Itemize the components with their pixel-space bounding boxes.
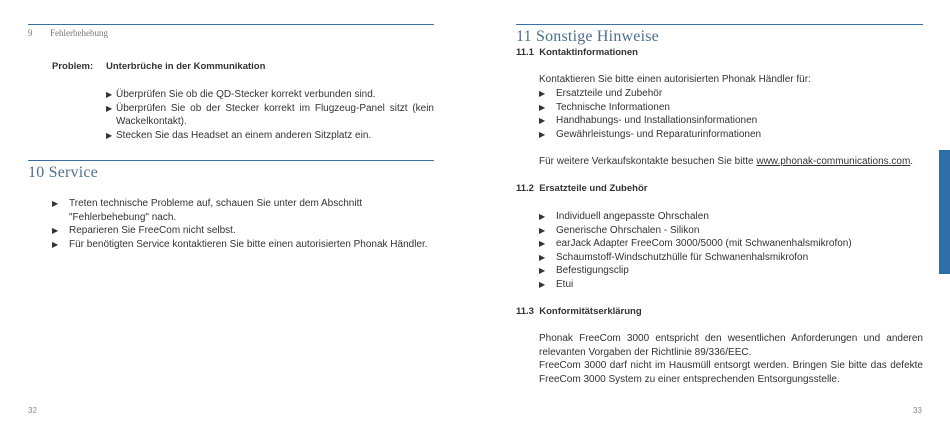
list-item: ▶ Treten technische Probleme auf, schauen Sie unter dem Abschnitt "Fehlerbehebung" nach. xyxy=(52,198,363,223)
list-item: ▶ Reparieren Sie FreeCom nicht selbst. xyxy=(52,225,236,237)
triangle-right-icon: ▶ xyxy=(106,103,113,113)
problem-list xyxy=(106,88,434,142)
top-rule-right xyxy=(516,24,923,25)
kontakt-note: Für weitere Verkaufskontakte besuchen Sie bitte www.phonak-communications.com. xyxy=(539,156,914,167)
section-heading-service: 10 Service xyxy=(28,164,98,181)
triangle-right-icon: ▶ xyxy=(539,252,546,262)
list-item: ▶ Überprüfen Sie ob die QD-Stecker korrekt verbunden sind. xyxy=(106,89,376,100)
page-number-left: 32 xyxy=(28,406,37,415)
triangle-right-icon: ▶ xyxy=(106,130,113,140)
problem-title: Unterbrüche in der Kommunikation xyxy=(106,61,266,72)
triangle-right-icon: ▶ xyxy=(539,129,546,139)
list-item: ▶ Schaumstoff-Windschutzhülle für Schwanenhalsmikrofon xyxy=(539,251,809,263)
list-item: ▶ Überprüfen Sie ob der Stecker korrekt im Flugzeug-Panel sitzt (kein Wackelkontakt). xyxy=(106,102,434,128)
list-item: ▶ Technische Informationen xyxy=(539,101,670,113)
running-head-number: 9 xyxy=(28,28,33,38)
triangle-right-icon: ▶ xyxy=(539,212,546,221)
list-item: ▶ Generische Ohrschalen - Silikon xyxy=(539,224,700,236)
list-item: ▶ earJack Adapter FreeCom 3000/5000 (mit Schwanenhalsmikrofon) xyxy=(539,238,852,250)
list-item: ▶ Gewährleistungs- und Reparaturinformationen xyxy=(539,128,762,140)
problem-label: Problem: xyxy=(52,61,94,72)
list-item: ▶ Handhabungs- und Installationsinformationen xyxy=(539,115,758,127)
triangle-right-icon: ▶ xyxy=(52,239,59,249)
kontakt-list xyxy=(539,87,923,141)
triangle-right-icon: ▶ xyxy=(52,199,59,208)
konformitaet-para-2: FreeCom 3000 darf nicht im Hausmüll entsorgt werden. Bringen Sie bitte das defekte FreeCom 3000 System zu einer entsprechenden Entsorgungsstelle. xyxy=(539,360,923,385)
running-head-title: Fehlerbehebung xyxy=(50,28,108,38)
ersatzteile-list xyxy=(539,210,923,292)
list-item: ▶ Ersatzteile und Zubehör xyxy=(539,88,663,99)
website-link[interactable]: www.phonak-communications.com xyxy=(756,156,911,167)
subsection-title-konformitaet: 11.3 Konformitätserklärung xyxy=(516,306,642,317)
list-item: ▶ Stecken Sie das Headset an einem anderen Sitzplatz ein. xyxy=(106,129,372,141)
triangle-right-icon: ▶ xyxy=(539,225,546,235)
chapter-tab xyxy=(939,150,950,274)
konformitaet-text xyxy=(539,332,923,386)
triangle-right-icon: ▶ xyxy=(539,116,546,126)
section-heading-hinweise: 11 Sonstige Hinweise xyxy=(516,28,659,45)
top-rule-left xyxy=(28,24,434,25)
list-item: ▶ Etui xyxy=(539,278,574,290)
page-number-right: 33 xyxy=(913,406,922,415)
triangle-right-icon: ▶ xyxy=(539,279,546,289)
list-item: ▶ Individuell angepasste Ohrschalen xyxy=(539,211,709,222)
konformitaet-para-1: Phonak FreeCom 3000 entspricht den wesentlichen Anforderungen und anderen relevanten Vorgaben der Richtlinie 89/336/EEC. xyxy=(539,333,923,358)
triangle-right-icon: ▶ xyxy=(539,266,546,276)
triangle-right-icon: ▶ xyxy=(52,226,59,236)
section-rule-service xyxy=(28,160,434,161)
triangle-right-icon: ▶ xyxy=(539,89,546,98)
service-list xyxy=(52,197,434,251)
subsection-title-kontakt: 11.1 Kontaktinformationen xyxy=(516,47,638,58)
kontakt-intro: Kontaktieren Sie bitte einen autorisierten Phonak Händler für: xyxy=(539,74,811,85)
triangle-right-icon: ▶ xyxy=(106,90,113,99)
list-item: ▶ Befestigungsclip xyxy=(539,265,629,277)
triangle-right-icon: ▶ xyxy=(539,102,546,112)
running-head xyxy=(28,28,108,38)
triangle-right-icon: ▶ xyxy=(539,239,546,249)
list-item: ▶ Für benötigten Service kontaktieren Sie bitte einen autorisierten Phonak Händler. xyxy=(52,238,428,250)
subsection-title-ersatzteile: 11.2 Ersatzteile und Zubehör xyxy=(516,183,648,194)
